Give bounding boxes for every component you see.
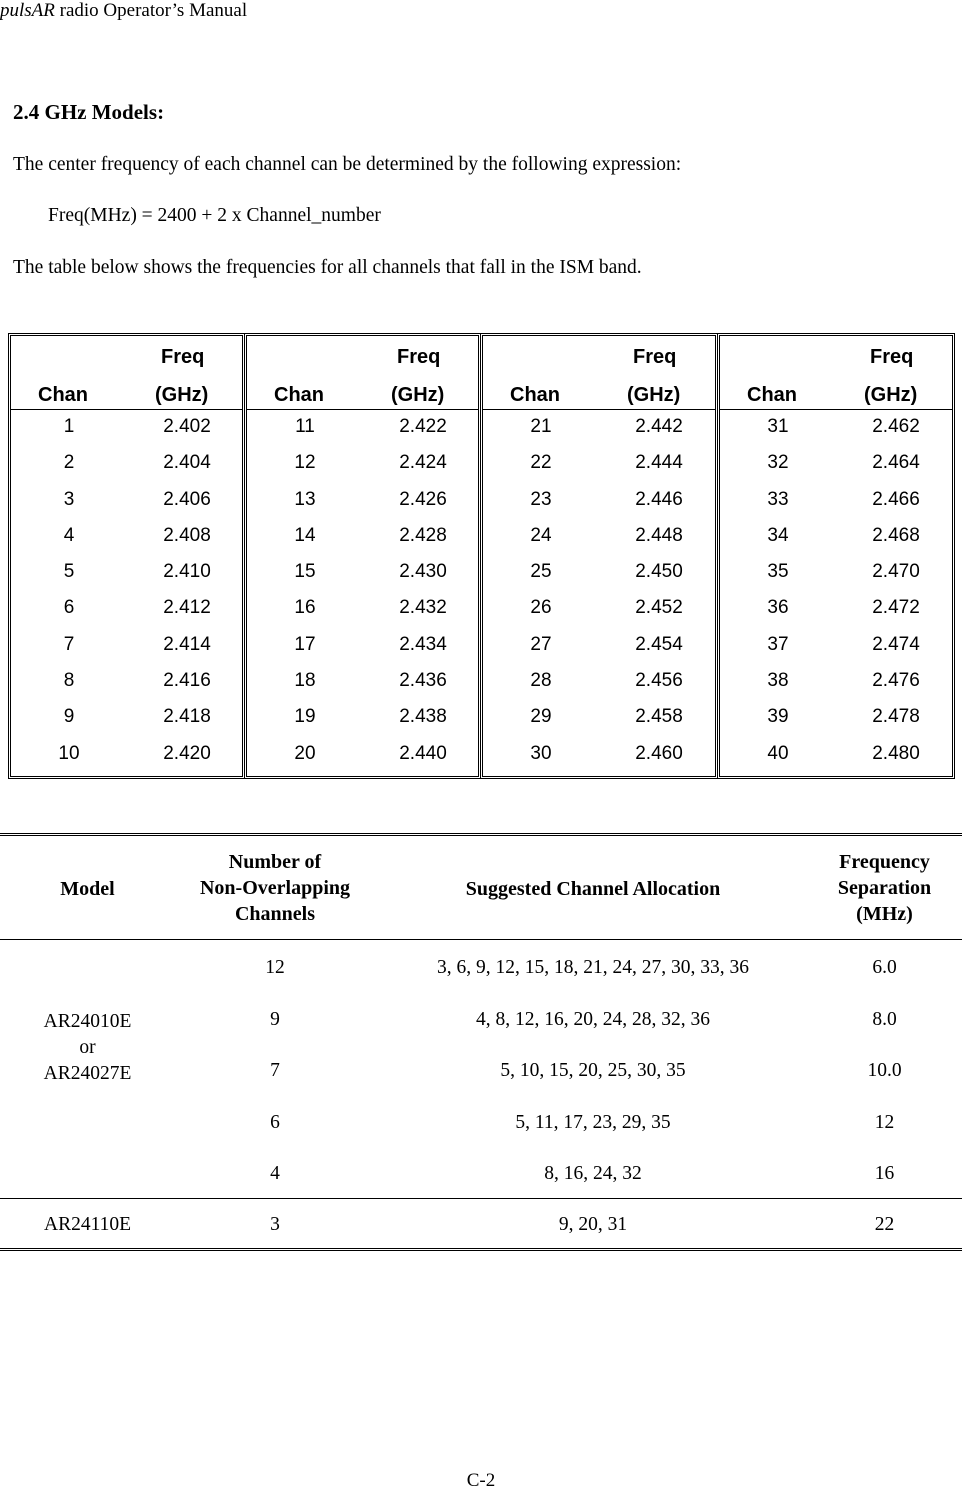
channel-cell: 5	[63, 561, 75, 583]
frequency-cell: 2.410	[163, 561, 211, 583]
channel-allocation-table	[0, 833, 962, 1253]
freq-block-3	[480, 333, 718, 779]
channel-cell: 16	[294, 597, 316, 619]
channel-cell: 4	[63, 524, 75, 546]
header-allocation: Suggested Channel Allocation	[465, 878, 721, 900]
table-row	[483, 597, 715, 633]
header-chan: Chan	[274, 384, 324, 406]
page-number: C-2	[466, 1470, 496, 1491]
channel-cell: 38	[767, 670, 789, 692]
frequency-cell: 2.444	[635, 452, 683, 474]
table-row	[720, 561, 952, 597]
header-channels-line1: Number of	[228, 851, 322, 873]
group2-separation: 22	[874, 1214, 895, 1235]
freq-block-1	[8, 333, 245, 779]
page-header	[0, 0, 247, 22]
header-separation	[812, 849, 957, 927]
separation-cell: 12	[874, 1112, 895, 1133]
table-row	[247, 452, 478, 488]
table-row	[11, 525, 242, 561]
frequency-cell: 2.454	[635, 633, 683, 655]
frequency-cell: 2.420	[163, 742, 211, 764]
frequency-cell: 2.414	[163, 633, 211, 655]
channel-cell: 30	[530, 742, 552, 764]
table-row	[720, 743, 952, 779]
channel-cell: 37	[767, 633, 789, 655]
header-ghz: (GHz)	[155, 384, 209, 406]
allocation-cell: 5, 11, 17, 23, 29, 35	[515, 1112, 671, 1133]
channel-cell: 35	[767, 561, 789, 583]
frequency-cell: 2.446	[635, 488, 683, 510]
table-row	[483, 743, 715, 779]
table-row	[483, 670, 715, 706]
frequency-cell: 2.430	[399, 561, 447, 583]
separation-cell: 16	[874, 1163, 895, 1184]
channel-count-cell: 12	[265, 957, 285, 978]
frequency-cell: 2.440	[399, 742, 447, 764]
frequency-cell: 2.474	[872, 633, 920, 655]
table-row	[720, 489, 952, 525]
table-row	[483, 525, 715, 561]
channel-cell: 14	[294, 524, 316, 546]
header-freq: Freq	[397, 346, 441, 368]
frequency-cell: 2.464	[872, 452, 920, 474]
frequency-cell: 2.424	[399, 452, 447, 474]
header-brand: pulsAR	[0, 0, 55, 21]
table-row	[483, 489, 715, 525]
frequency-cell: 2.416	[163, 670, 211, 692]
channel-cell: 11	[295, 416, 315, 437]
channel-cell: 33	[767, 488, 789, 510]
table-row	[483, 706, 715, 742]
frequency-cell: 2.428	[399, 524, 447, 546]
channel-cell: 40	[767, 742, 789, 764]
channel-cell: 26	[530, 597, 552, 619]
freq-block-rows	[11, 416, 242, 779]
channel-cell: 22	[530, 452, 552, 474]
table-row	[11, 452, 242, 488]
header-separation-line3: (MHz)	[856, 903, 913, 925]
table-row	[11, 597, 242, 633]
channel-cell: 12	[294, 452, 316, 474]
freq-block-header	[720, 336, 952, 410]
table-row	[720, 452, 952, 488]
table-row	[720, 706, 952, 742]
frequency-cell: 2.438	[399, 706, 447, 728]
channel-cell: 9	[63, 706, 75, 728]
frequency-cell: 2.468	[872, 524, 920, 546]
table-row	[483, 416, 715, 452]
freq-block-4	[717, 333, 955, 779]
frequency-cell: 2.456	[635, 670, 683, 692]
table-row	[247, 525, 478, 561]
frequency-cell: 2.408	[163, 524, 211, 546]
header-ghz: (GHz)	[864, 384, 918, 406]
channel-cell: 3	[63, 488, 75, 510]
frequency-cell: 2.462	[872, 416, 920, 437]
frequency-cell: 2.436	[399, 670, 447, 692]
channel-cell: 31	[767, 416, 789, 437]
model-group1-line2: or	[79, 1037, 96, 1058]
table-row	[247, 597, 478, 633]
frequency-formula: Freq(MHz) = 2400 + 2 x Channel_number	[48, 205, 381, 226]
frequency-cell: 2.406	[163, 488, 211, 510]
channel-cell: 32	[767, 452, 789, 474]
model-group2: AR24110E	[43, 1214, 132, 1235]
frequency-table	[8, 333, 955, 779]
channel-cell: 29	[530, 706, 552, 728]
channel-cell: 15	[294, 561, 316, 583]
section-heading: 2.4 GHz Models:	[13, 100, 165, 124]
header-separation-line2: Separation	[837, 877, 932, 899]
frequency-cell: 2.480	[872, 742, 920, 764]
channel-cell: 20	[294, 742, 316, 764]
group2-count: 3	[270, 1214, 280, 1235]
header-chan: Chan	[747, 384, 797, 406]
group-divider	[0, 1198, 962, 1199]
channel-cell: 21	[530, 416, 552, 437]
freq-block-rows	[483, 416, 715, 779]
channel-cell: 8	[63, 670, 75, 692]
table-row	[247, 670, 478, 706]
frequency-cell: 2.458	[635, 706, 683, 728]
allocation-cell: 3, 6, 9, 12, 15, 18, 21, 24, 27, 30, 33, 36	[437, 957, 749, 978]
table-row	[11, 489, 242, 525]
table-row	[247, 706, 478, 742]
channel-cell: 18	[294, 670, 316, 692]
table-row	[247, 561, 478, 597]
table-row	[247, 634, 478, 670]
channel-cell: 17	[294, 633, 316, 655]
frequency-cell: 2.472	[872, 597, 920, 619]
table-row	[247, 416, 478, 452]
frequency-cell: 2.402	[163, 416, 211, 437]
frequency-cell: 2.476	[872, 670, 920, 692]
header-ghz: (GHz)	[391, 384, 445, 406]
header-channels	[175, 849, 375, 927]
header-chan: Chan	[38, 384, 88, 406]
frequency-cell: 2.434	[399, 633, 447, 655]
frequency-cell: 2.422	[399, 416, 447, 437]
channel-cell: 28	[530, 670, 552, 692]
intro-paragraph: The center frequency of each channel can be determined by the following expression:	[13, 154, 682, 175]
table-row	[11, 706, 242, 742]
table-row	[11, 634, 242, 670]
header-model: Model	[60, 878, 115, 900]
table-row	[720, 597, 952, 633]
frequency-cell: 2.442	[635, 416, 683, 437]
allocation-cell: 5, 10, 15, 20, 25, 30, 35	[500, 1060, 686, 1081]
freq-block-rows	[247, 416, 478, 779]
table-row	[720, 525, 952, 561]
table-row	[483, 452, 715, 488]
channel-cell: 1	[63, 416, 75, 437]
header-separation-line1: Frequency	[839, 851, 930, 873]
channel-cell: 24	[530, 524, 552, 546]
table-row	[483, 561, 715, 597]
freq-block-header	[247, 336, 478, 410]
channel-count-cell: 4	[270, 1163, 280, 1184]
frequency-cell: 2.426	[399, 488, 447, 510]
channel-cell: 27	[530, 633, 552, 655]
freq-block-header	[11, 336, 242, 410]
header-freq: Freq	[161, 346, 205, 368]
table-row	[483, 634, 715, 670]
table-row	[247, 743, 478, 779]
separation-cell: 8.0	[872, 1009, 897, 1030]
table-top-rule	[0, 833, 962, 836]
model-group1	[20, 1009, 155, 1087]
model-group1-line3: AR24027E	[43, 1063, 132, 1084]
channel-cell: 25	[530, 561, 552, 583]
channel-cell: 6	[63, 597, 75, 619]
model-group1-line1: AR24010E	[43, 1011, 132, 1032]
header-channels-line3: Channels	[234, 903, 316, 925]
channel-cell: 23	[530, 488, 552, 510]
header-channels-line2: Non-Overlapping	[199, 877, 351, 899]
freq-block-rows	[720, 416, 952, 779]
channel-cell: 19	[294, 706, 316, 728]
frequency-cell: 2.448	[635, 524, 683, 546]
channel-count-cell: 6	[270, 1112, 280, 1133]
table-row	[247, 489, 478, 525]
frequency-cell: 2.478	[872, 706, 920, 728]
header-chan: Chan	[510, 384, 560, 406]
table-intro-paragraph: The table below shows the frequencies for all channels that fall in the ISM band.	[13, 257, 642, 278]
table-row	[11, 561, 242, 597]
allocation-cell: 8, 16, 24, 32	[544, 1163, 642, 1184]
table-row	[720, 634, 952, 670]
separation-cell: 10.0	[867, 1060, 902, 1081]
header-title: radio Operator’s Manual	[54, 0, 248, 21]
channel-cell: 34	[767, 524, 789, 546]
channel-count-cell: 7	[270, 1060, 280, 1081]
freq-block-2	[244, 333, 481, 779]
channel-cell: 36	[767, 597, 789, 619]
channel-cell: 39	[767, 706, 789, 728]
channel-count-cell: 9	[270, 1009, 280, 1030]
channel-cell: 13	[294, 488, 316, 510]
channel-cell: 2	[63, 452, 75, 474]
channel-cell: 10	[58, 742, 80, 764]
table-row	[720, 416, 952, 452]
freq-block-header	[483, 336, 715, 410]
table-bottom-rule	[0, 1248, 962, 1251]
table-row	[11, 670, 242, 706]
frequency-cell: 2.418	[163, 706, 211, 728]
table-row	[720, 670, 952, 706]
frequency-cell: 2.412	[163, 597, 211, 619]
header-freq: Freq	[633, 346, 677, 368]
frequency-cell: 2.450	[635, 561, 683, 583]
frequency-cell: 2.460	[635, 742, 683, 764]
table-row	[11, 743, 242, 779]
header-divider	[0, 939, 962, 940]
table-row	[11, 416, 242, 452]
frequency-cell: 2.432	[399, 597, 447, 619]
allocation-cell: 4, 8, 12, 16, 20, 24, 28, 32, 36	[476, 1009, 710, 1030]
header-ghz: (GHz)	[627, 384, 681, 406]
channel-cell: 7	[63, 633, 75, 655]
group2-allocation: 9, 20, 31	[558, 1214, 628, 1235]
frequency-cell: 2.452	[635, 597, 683, 619]
frequency-cell: 2.404	[163, 452, 211, 474]
frequency-cell: 2.470	[872, 561, 920, 583]
header-freq: Freq	[870, 346, 914, 368]
frequency-cell: 2.466	[872, 488, 920, 510]
separation-cell: 6.0	[872, 957, 897, 978]
